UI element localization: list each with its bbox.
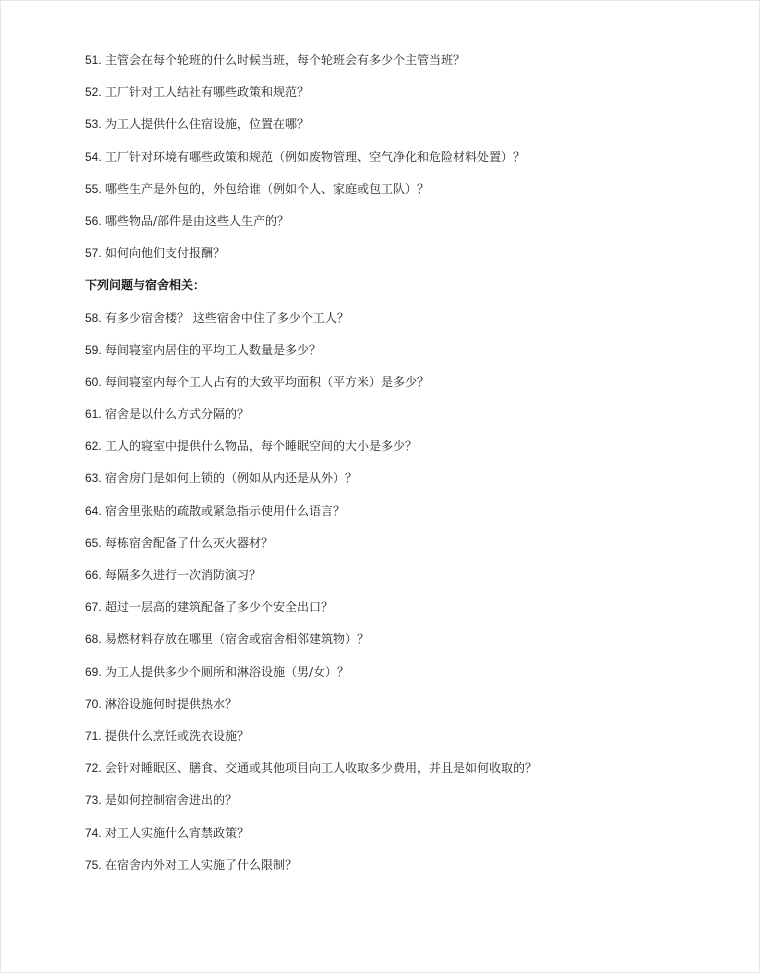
question-number: 75. bbox=[85, 857, 106, 872]
question-text: 对工人实施什么宵禁政策？ bbox=[105, 825, 250, 840]
question-58 bbox=[85, 308, 725, 340]
question-text: 宿舍房门是如何上锁的（例如从内还是从外）？ bbox=[105, 471, 358, 486]
question-number: 73. bbox=[85, 793, 106, 808]
question-text: 在宿舍内外对工人实施了什么限制？ bbox=[105, 857, 298, 872]
question-number: 54. bbox=[85, 149, 106, 164]
question-text: 会针对睡眠区、膳食、交通或其他项目向工人收取多少费用，并且是如何收取的？ bbox=[105, 761, 538, 776]
question-68 bbox=[85, 629, 725, 661]
question-70 bbox=[85, 694, 725, 726]
question-59 bbox=[85, 340, 725, 372]
question-69 bbox=[85, 662, 725, 694]
question-number: 63. bbox=[85, 471, 106, 486]
question-74 bbox=[85, 823, 725, 855]
question-number: 57. bbox=[85, 246, 106, 261]
question-text: 工厂针对环境有哪些政策和规范（例如废物管理、空气净化和危险材料处置）？ bbox=[105, 149, 526, 164]
question-number: 68. bbox=[85, 632, 106, 647]
question-number: 65. bbox=[85, 535, 106, 550]
question-60 bbox=[85, 372, 725, 404]
question-number: 52. bbox=[85, 85, 106, 100]
question-number: 53. bbox=[85, 117, 106, 132]
question-55 bbox=[85, 179, 725, 211]
question-text: 工厂针对工人结社有哪些政策和规范？ bbox=[105, 85, 310, 100]
question-72 bbox=[85, 758, 725, 790]
question-67 bbox=[85, 597, 725, 629]
question-text: 是如何控制宿舍进出的？ bbox=[105, 793, 238, 808]
question-text: 哪些生产是外包的，外包给谁（例如个人、家庭或包工队）？ bbox=[105, 181, 430, 196]
question-text: 宿舍里张贴的疏散或紧急指示使用什么语言？ bbox=[105, 503, 346, 518]
question-text: 为工人提供什么住宿设施，位置在哪？ bbox=[105, 117, 310, 132]
question-text: 主管会在每个轮班的什么时候当班，每个轮班会有多少个主管当班？ bbox=[105, 53, 466, 67]
question-number: 74. bbox=[85, 825, 106, 840]
question-number: 51. bbox=[85, 53, 106, 67]
question-text: 每栋宿舍配备了什么灭火器材？ bbox=[105, 535, 274, 550]
question-52 bbox=[85, 82, 725, 114]
question-63 bbox=[85, 468, 725, 500]
question-51 bbox=[85, 50, 725, 82]
question-61 bbox=[85, 404, 725, 436]
question-56 bbox=[85, 211, 725, 243]
question-text: 提供什么烹饪或洗衣设施？ bbox=[105, 728, 250, 743]
question-number: 56. bbox=[85, 213, 106, 228]
question-73 bbox=[85, 790, 725, 822]
question-number: 71. bbox=[85, 728, 106, 743]
question-text: 宿舍是以什么方式分隔的？ bbox=[105, 407, 250, 422]
question-text: 每隔多久进行一次消防演习？ bbox=[105, 568, 262, 582]
question-number: 58. bbox=[85, 310, 106, 325]
question-number: 69. bbox=[85, 664, 106, 679]
section-heading-dormitory: 下列问题与宿舍相关： bbox=[85, 278, 206, 293]
question-text: 工人的寝室中提供什么物品，每个睡眠空间的大小是多少？ bbox=[105, 439, 418, 454]
question-65 bbox=[85, 533, 725, 565]
question-number: 72. bbox=[85, 761, 106, 776]
question-text: 如何向他们支付报酬？ bbox=[105, 246, 226, 261]
question-53 bbox=[85, 114, 725, 146]
question-number: 67. bbox=[85, 600, 106, 615]
question-number: 61. bbox=[85, 407, 106, 422]
question-text: 淋浴设施何时提供热水？ bbox=[105, 696, 238, 711]
question-number: 60. bbox=[85, 374, 106, 389]
question-text: 为工人提供多少个厕所和淋浴设施（男/女）？ bbox=[105, 664, 350, 679]
question-text: 哪些物品/部件是由这些人生产的？ bbox=[105, 213, 290, 228]
question-66 bbox=[85, 565, 725, 597]
question-number: 59. bbox=[85, 342, 106, 357]
question-number: 70. bbox=[85, 696, 106, 711]
question-text: 每间寝室内居住的平均工人数量是多少？ bbox=[105, 342, 322, 357]
question-75 bbox=[85, 855, 725, 887]
question-number: 62. bbox=[85, 439, 106, 454]
question-text: 超过一层高的建筑配备了多少个安全出口？ bbox=[105, 600, 334, 615]
question-text: 易燃材料存放在哪里（宿舍或宿舍相邻建筑物）？ bbox=[105, 632, 370, 647]
question-text: 每间寝室内每个工人占有的大致平均面积（平方米）是多少？ bbox=[105, 374, 430, 389]
question-62 bbox=[85, 436, 725, 468]
question-number: 55. bbox=[85, 181, 106, 196]
question-57 bbox=[85, 243, 725, 275]
question-71 bbox=[85, 726, 725, 758]
question-54 bbox=[85, 147, 725, 179]
question-text: 有多少宿舍楼？ 这些宿舍中住了多少个工人？ bbox=[105, 310, 349, 325]
question-number: 64. bbox=[85, 503, 106, 518]
question-64 bbox=[85, 501, 725, 533]
question-number: 66. bbox=[85, 568, 106, 582]
question-list bbox=[85, 50, 725, 887]
